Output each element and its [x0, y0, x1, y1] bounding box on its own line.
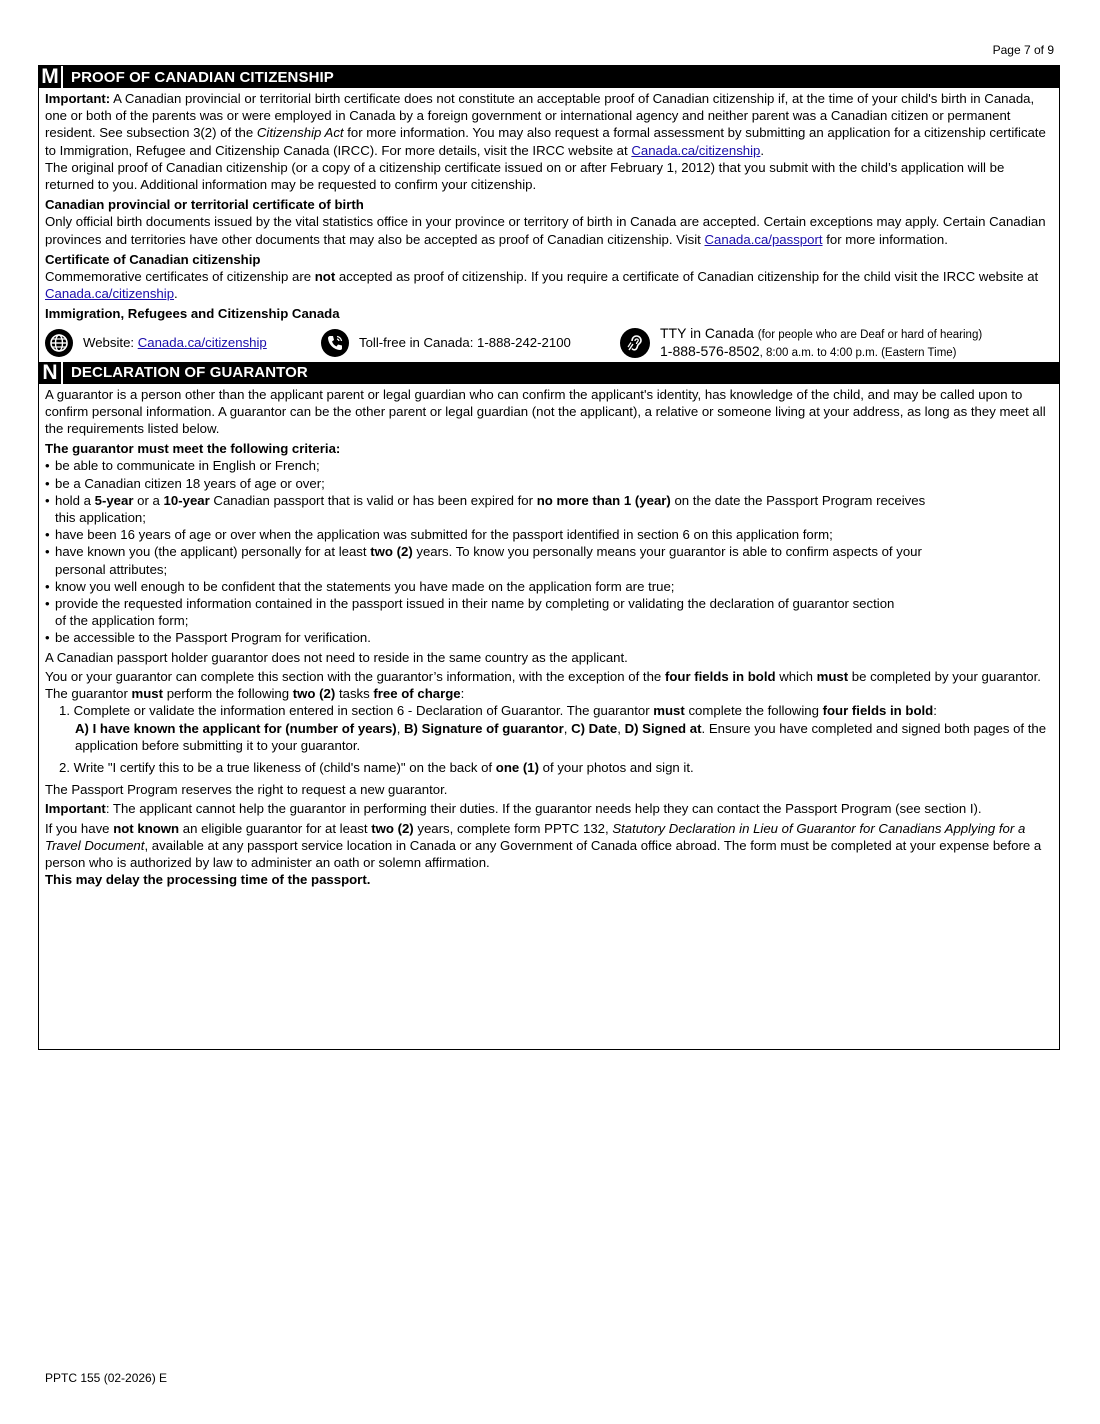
text: be accessible to the Passport Program for verification. [55, 630, 371, 646]
text: 1-888-576-8502 [660, 342, 760, 359]
emphasis: one (1) [495, 759, 539, 775]
emphasis: four fields in bold [664, 668, 776, 684]
text: You or your guarantor can complete this section with the guarantor’s information, with the exception of the [45, 668, 665, 684]
text: accepted as proof of citizenship. If you require a certificate of Canadian citizenship for the child visit the IRCC website at [335, 269, 1039, 285]
text: A Canadian provincial or territorial birth certificate does not constitute an acceptable proof of Canadian citizenship if, at the time of your child's birth in Canada, one or both of the parents was or were employed in Canada by a foreign government or international agency and neither parent was a Canadian citizen or permanent resident. See subsection 3(2) of the [45, 91, 1035, 141]
emphasis: C) Date [571, 720, 618, 736]
section-n-body [39, 384, 1059, 889]
reserves-text: The Passport Program reserves the right to request a new guarantor. [45, 782, 448, 798]
emphasis: D) Signed at [624, 720, 702, 736]
text: hold a [55, 492, 95, 508]
emphasis: four fields in bold [822, 703, 934, 719]
text: . Ensure you have completed and signed both pages of the application before submitting it to your guarantor. [75, 720, 1047, 753]
tty-text [660, 325, 982, 361]
contact-row [45, 325, 1053, 361]
section-m-header [39, 66, 1059, 88]
text: TTY in Canada [660, 324, 758, 341]
emphasis: A) I have known the applicant for (number of years) [75, 720, 397, 736]
emphasis: free of charge [373, 686, 461, 702]
text: years. To know you personally means your guarantor is able to confirm aspects of your [412, 544, 922, 560]
list-item: • know you well enough to be confident that the statements you have made on the application form are true; [45, 578, 675, 594]
list-item: • provide the requested information contained in the passport issued in their name by completing or validating the declaration of guarantor section of the application form; [45, 596, 895, 629]
text: an eligible guarantor for at least [179, 820, 372, 836]
globe-icon [45, 329, 73, 357]
form-content [38, 65, 1060, 1050]
text: years, complete form PPTC 132, [413, 820, 613, 836]
hearing-icon [620, 328, 650, 358]
tty-contact [620, 325, 982, 361]
not-known-text [45, 820, 1053, 872]
phone-icon [321, 329, 349, 357]
text: provide the requested information contained in the passport issued in their name by completing or validating the declaration of guarantor section [55, 596, 895, 612]
text: be able to communicate in English or French; [55, 458, 320, 474]
text: Website: [83, 335, 138, 351]
text: perform the following [163, 686, 293, 702]
page-number: Page 7 of 9 [992, 43, 1054, 57]
section-m-body [39, 88, 1059, 361]
text: Only official birth documents issued by the vital statistics office in your province or territory of birth in Canada are accepted. Certain exceptions may apply. Certain Canadian provinces and territories have other documents that may also be accepted as proof of Canadian citizenship. Visit [45, 214, 1046, 247]
text: for more information. [822, 231, 948, 247]
numbered-item-2 [45, 759, 1053, 776]
emphasis: must [816, 668, 849, 684]
emphasis: no more than 1 (year) [536, 492, 671, 508]
emphasis: two (2) [370, 544, 413, 560]
citizenship-link[interactable]: Canada.ca/citizenship [631, 142, 761, 158]
list-item: • be a Canadian citizen 18 years of age or over; [45, 475, 325, 491]
section-letter: N [39, 362, 63, 384]
text: Canadian passport that is valid or has been expired for [209, 492, 537, 508]
numbered-item-1-cont [45, 720, 1053, 754]
text: Commemorative certificates of citizenship are [45, 269, 315, 285]
text: , [396, 720, 405, 736]
emphasis: must [131, 686, 164, 702]
emphasis: 5-year [94, 492, 134, 508]
text: . [760, 142, 765, 158]
important-note [45, 800, 1053, 817]
section-title: PROOF OF CANADIAN CITIZENSHIP [71, 68, 334, 86]
list-item: • be accessible to the Passport Program for verification. [45, 630, 371, 646]
text: If you have [45, 820, 114, 836]
text: personal attributes; [55, 561, 168, 577]
tasks-text [45, 685, 1053, 702]
list-item: • have been 16 years of age or over when the application was submitted for the passport identified in section 6 on this application form; [45, 527, 833, 543]
guarantor-intro: A guarantor is a person other than the applicant parent or legal guardian who can confirm the applicant's identity, has knowledge of the child, and may be called upon to confirm personal information. A guarantor can be the other parent or legal guardian (not the applicant), a relative or someone living at your address, as long as they meet all the requirements listed below. [45, 386, 1046, 437]
emphasis: two (2) [371, 820, 414, 836]
text: complete the following [684, 703, 823, 719]
list-item: • hold a 5-year or a 10-year Canadian passport that is valid or has been expired for no more than 1 (year) on the date the Passport Program receives this application; [45, 492, 926, 526]
citizenship-link-2[interactable]: Canada.ca/citizenship [45, 286, 175, 302]
numbered-item-1 [45, 702, 1053, 719]
text: : [460, 686, 465, 702]
cert-paragraph [45, 268, 1053, 302]
complete-text [45, 668, 1053, 685]
original-proof-text: The original proof of Canadian citizenship (or a copy of a citizenship certificate issued on or after February 1, 2012) that you submit with the child’s application will be returned to you. Additional information may be requested to confirm your citizenship. [45, 159, 1005, 193]
text: be a Canadian citizen 18 years of age or over; [55, 475, 325, 491]
text: of your photos and sign it. [539, 759, 694, 775]
text: , [617, 720, 625, 736]
section-n-header [39, 362, 1059, 384]
passport-link[interactable]: Canada.ca/passport [704, 231, 823, 247]
important-label: Important: [45, 91, 111, 106]
emphasis: 10-year [163, 492, 210, 508]
emphasis: not [314, 269, 336, 285]
text: have known you (the applicant) personally for at least [55, 544, 371, 560]
emphasis: not known [113, 820, 180, 836]
emphasis: must [653, 703, 685, 719]
text: for more information. You may also request a formal assessment by submitting an application for a citizenship certificate to Immigration, Refugee and Citizenship Canada (IRCC). For more details, visit the IRCC website at [45, 125, 1046, 158]
criteria-heading: The guarantor must meet the following criteria: [45, 441, 341, 457]
birth-cert-paragraph [45, 213, 1053, 247]
website-contact [45, 329, 321, 357]
section-letter: M [39, 66, 63, 88]
text: know you well enough to be confident that the statements you have made on the application form are true; [55, 578, 675, 594]
section-title: DECLARATION OF GUARANTOR [71, 364, 308, 382]
text: , 8:00 a.m. to 4:00 p.m. (Eastern Time) [759, 346, 957, 359]
ircc-heading: Immigration, Refugees and Citizenship Canada [45, 306, 340, 322]
text: this application; [55, 510, 146, 526]
website-text [83, 334, 267, 351]
text: be completed by your guarantor. [848, 668, 1041, 684]
text: : [933, 703, 937, 719]
text: , [563, 720, 572, 736]
emphasis: B) Signature of guarantor [404, 720, 564, 736]
text: 1. Complete or validate the information entered in section 6 - Declaration of Guarantor. The guarantor [59, 703, 654, 719]
text: : The applicant cannot help the guarantor in performing their duties. If the guarantor needs help they can contact the Passport Program (see section I). [105, 801, 982, 817]
text: on the date the Passport Program receives [670, 492, 926, 508]
text: tasks [335, 686, 374, 702]
phone-contact [321, 329, 620, 357]
emphasis: Important [45, 801, 106, 817]
text: (for people who are Deaf or hard of hearing) [757, 328, 983, 341]
important-paragraph [45, 90, 1053, 159]
text: which [775, 668, 817, 684]
text: 2. Write "I certify this to be a true likeness of (child's name)" on the back of [59, 759, 496, 775]
citizenship-act: Citizenship Act [256, 125, 344, 141]
text: , available at any passport service location in Canada or any Government of Canada office abroad. The form must be completed at your expense before a person who is authorized by law to administer an oath or solemn affirmation. [45, 837, 1042, 870]
birth-cert-heading: Canadian provincial or territorial certificate of birth [45, 197, 364, 213]
text: or a [133, 492, 164, 508]
list-item: • have known you (the applicant) personally for at least two (2) years. To know you personally means your guarantor is able to confirm aspects of your personal attributes; [45, 544, 922, 577]
list-item: • be able to communicate in English or French; [45, 458, 320, 474]
emphasis: two (2) [292, 686, 336, 702]
reside-text: A Canadian passport holder guarantor does not need to reside in the same country as the applicant. [45, 649, 628, 665]
website-link[interactable]: Canada.ca/citizenship [137, 335, 267, 351]
text: The guarantor [45, 686, 132, 702]
text: Statutory Declaration in Lieu of Guarantor for Canadians Applying for a Travel Document [45, 820, 1026, 853]
text: of the application form; [55, 613, 189, 629]
text: have been 16 years of age or over when the application was submitted for the passport identified in section 6 on this application form; [55, 527, 833, 543]
delay-text: This may delay the processing time of the passport. [45, 872, 371, 888]
cert-heading: Certificate of Canadian citizenship [45, 251, 261, 267]
form-code: PPTC 155 (02-2026) E [45, 1371, 168, 1385]
text: . [174, 286, 178, 302]
phone-text: Toll-free in Canada: 1-888-242-2100 [359, 335, 571, 351]
